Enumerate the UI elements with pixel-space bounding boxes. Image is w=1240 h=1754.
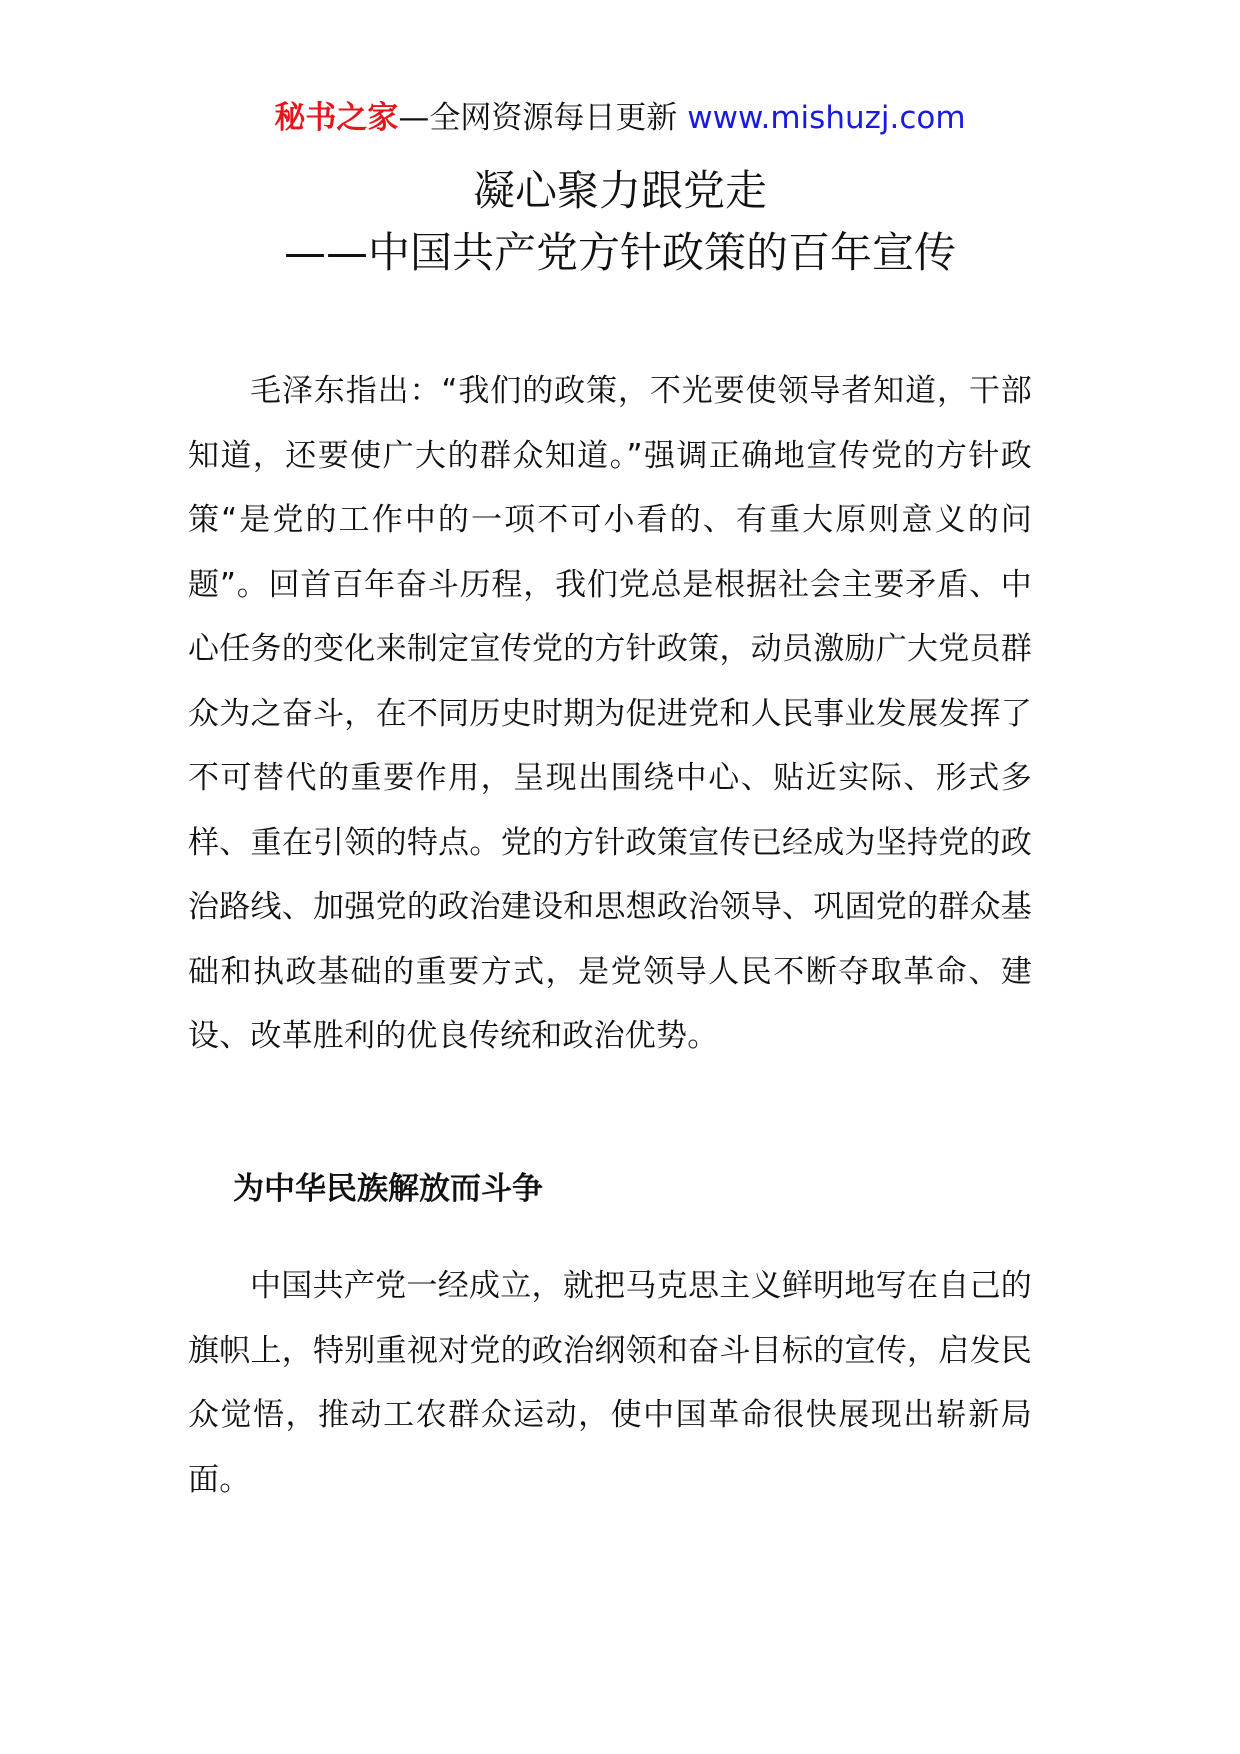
header-slogan: —全网资源每日更新: [398, 100, 678, 136]
brand-name: 秘书之家: [274, 100, 399, 136]
body-paragraph-1: 毛泽东指出：“我们的政策，不光要使领导者知道，干部知道，还要使广大的群众知道。”强调正确地宣传党的方针政策“是党的工作中的一项不可小看的、有重大原则意义的问题”。回首百年奋斗历程，我们党总是根据社会主要矛盾、中心任务的变化来制定宣传党的方针政策，动员激励广大党员群众为之奋斗，在不同历史时期为促进党和人民事业发展发挥了不可替代的重要作用，呈现出围绕中心、贴近实际、形式多样、重在引领的特点。党的方针政策宣传已经成为坚持党的政治路线、加强党的政治建设和思想政治领导、巩固党的群众基础和执政基础的重要方式，是党领导人民不断夺取革命、建设、改革胜利的优良传统和政治优势。: [188, 373, 1032, 1054]
document-title: 凝心聚力跟党走: [472, 166, 767, 215]
site-url-link[interactable]: www.mishuzj.com: [687, 100, 966, 136]
body-paragraph-2: 中国共产党一经成立，就把马克思主义鲜明地写在自己的旗帜上，特别重视对党的政治纲领和奋斗目标的宣传，启发民众觉悟，推动工农群众运动，使中国革命很快展现出崭新局面。: [188, 1268, 1032, 1498]
site-header: [0, 98, 1240, 138]
section-heading: 为中华民族解放而斗争: [233, 1171, 543, 1207]
document-subtitle: ——中国共产党方针政策的百年宣传: [283, 228, 956, 277]
